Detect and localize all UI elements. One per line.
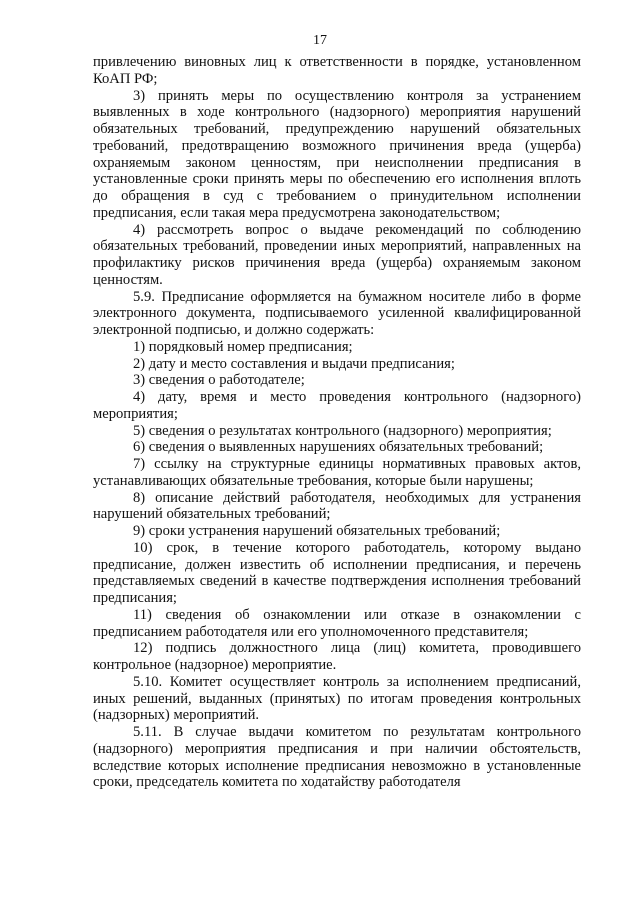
list-item-9: 9) сроки устранения нарушений обязательных требований; (133, 523, 501, 539)
paragraph-5-10-control: 5.10. Комитет осуществляет контроль за исполнением предписаний, иных решений, выданных (принятых) по итогам проведения контрольных (надзорных) мероприятий. (93, 673, 581, 724)
list-item-2: 2) дату и место составления и выдачи предписания; (133, 355, 455, 372)
paragraph-continuation: привлечению виновных лиц к ответственности в порядке, установленном КоАП РФ; (93, 54, 581, 87)
list-item-7: 7) ссылку на структурные единицы нормативных правовых актов, устанавливающих обязательные требования, которые были нарушены; (93, 456, 581, 489)
list-item-10: 10) срок, в течение которого работодатель, которому выдано предписание, должен известить об исполнении предписания, и перечень представляемых сведений в качестве подтверждения исполнения требований предписания; (93, 539, 581, 606)
list-item-6: 6) сведения о выявленных нарушениях обязательных требований; (133, 439, 544, 456)
page-number: 17 (313, 33, 327, 48)
list-item-11: 11) сведения об ознакомлении или отказе в ознакомлении с предписанием работодателя или его уполномоченного представителя; (93, 606, 581, 640)
paragraph-5-9-prescription: 5.9. Предписание оформляется на бумажном носителе либо в форме электронного документа, подписываемого усиленной квалифицированной электронной подписью, и должно содержать: (93, 288, 581, 338)
list-item-4: 4) дату, время и место проведения контрольного (надзорного) мероприятия; (93, 389, 581, 422)
list-item-12: 12) подпись должностного лица (лиц) комитета, проводившего контрольное (надзорное) мероприятие. (93, 640, 581, 673)
paragraph-item-4-recommendations: 4) рассмотреть вопрос о выдаче рекомендаций по соблюдению обязательных требований, проведении иных мероприятий, направленных на профилактику рисков причинения вреда (ущерба) охраняемым законом ценностям. (93, 221, 581, 288)
list-item-8: 8) описание действий работодателя, необходимых для устранения нарушений обязательных требований; (93, 489, 581, 523)
paragraph-item-3-measures: 3) принять меры по осуществлению контроля за устранением выявленных в ходе контрольного (надзорного) мероприятия нарушений обязательных требований, предупреждению нарушений обязательных требований, предотвращению возможного причинения вреда (ущерба) охраняемым законом ценностям, при неисполнении предписания в установленные сроки принять меры по обеспечению его исполнения вплоть до обращения в суд с требованием о принудительном исполнении предписания, если такая мера предусмотрена законодательством; (93, 87, 581, 221)
list-item-5: 5) сведения о результатах контрольного (надзорного) мероприятия; (133, 422, 552, 439)
list-item-1: 1) порядковый номер предписания; (133, 338, 353, 355)
paragraph-5-11-deferral: 5.11. В случае выдачи комитетом по результатам контрольного (надзорного) мероприятия предписания и при наличии обстоятельств, вследствие которых исполнение предписания невозможно в установленные сроки, председатель комитета по ходатайству работодателя (93, 724, 581, 791)
document-body (93, 54, 581, 791)
list-item-3: 3) сведения о работодателе; (133, 372, 305, 389)
